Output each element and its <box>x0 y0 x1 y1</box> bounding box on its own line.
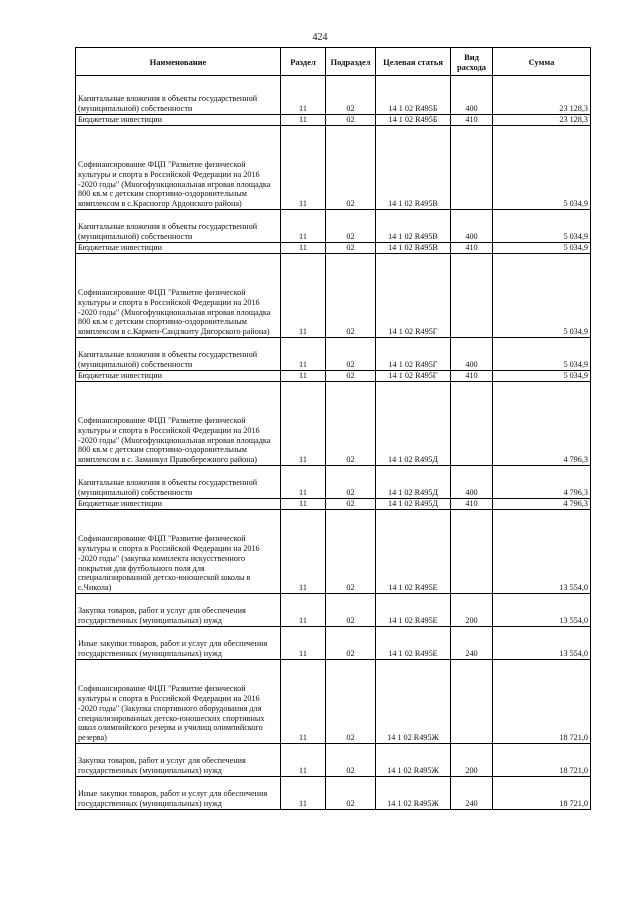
cell-name: Софинансирование ФЦП "Развитие физической культуры и спорта в Российской Федерации на 2016 -2020 годы" (Многофункциональная игровая площадка 800 кв.м с детским спортивно-оздоровительным комплексом в с. Заманкул Правобережного района) <box>76 382 281 466</box>
cell-name: Закупка товаров, работ и услуг для обеспечения государственных (муниципальных) нужд <box>76 744 281 777</box>
header-type: Вид расхода <box>451 48 493 76</box>
cell-section: 11 <box>281 243 326 254</box>
table-row <box>76 243 591 254</box>
cell-sum: 5 034,9 <box>493 243 591 254</box>
cell-name: Софинансирование ФЦП "Развитие физической культуры и спорта в Российской Федерации на 2016 -2020 годы" (Закупка спортивного оборудования для специализированных детско-юношеских спортивных школ олимпийского резерва и училищ олимпийского резерва) <box>76 660 281 744</box>
cell-sum: 4 796,3 <box>493 382 591 466</box>
cell-sum: 13 554,0 <box>493 510 591 594</box>
cell-target: 14 1 02 R495В <box>376 126 451 210</box>
cell-type: 400 <box>451 466 493 499</box>
table-row <box>76 338 591 371</box>
budget-table <box>75 47 591 810</box>
cell-target: 14 1 02 R495Г <box>376 338 451 371</box>
cell-subsection: 02 <box>326 243 376 254</box>
cell-target: 14 1 02 R495Ж <box>376 744 451 777</box>
cell-target: 14 1 02 R495Ж <box>376 777 451 810</box>
table-row <box>76 126 591 210</box>
header-sum: Сумма <box>493 48 591 76</box>
cell-subsection: 02 <box>326 254 376 338</box>
cell-name: Софинансирование ФЦП "Развитие физической культуры и спорта в Российской Федерации на 2016 -2020 годы" (закупка комплекта искусственного покрытия для футбольного поля для специализированной детско-юношеской школы в с.Чикола) <box>76 510 281 594</box>
cell-target: 14 1 02 R495В <box>376 243 451 254</box>
cell-subsection: 02 <box>326 627 376 660</box>
header-name: Наименование <box>76 48 281 76</box>
page-number: 424 <box>312 32 328 43</box>
cell-type <box>451 382 493 466</box>
cell-section: 11 <box>281 499 326 510</box>
cell-type: 240 <box>451 777 493 810</box>
cell-subsection: 02 <box>326 510 376 594</box>
cell-name: Капитальные вложения в объекты государственной (муниципальной) собственности <box>76 338 281 371</box>
cell-section: 11 <box>281 627 326 660</box>
cell-type: 200 <box>451 744 493 777</box>
cell-subsection: 02 <box>326 660 376 744</box>
table-row <box>76 210 591 243</box>
cell-target: 14 1 02 R495Е <box>376 510 451 594</box>
cell-subsection: 02 <box>326 210 376 243</box>
cell-name: Капитальные вложения в объекты государственной (муниципальной) собственности <box>76 210 281 243</box>
cell-sum: 4 796,3 <box>493 466 591 499</box>
cell-subsection: 02 <box>326 371 376 382</box>
cell-name: Бюджетные инвестиции <box>76 243 281 254</box>
cell-target: 14 1 02 R495Г <box>376 371 451 382</box>
cell-subsection: 02 <box>326 76 376 115</box>
cell-target: 14 1 02 R495Г <box>376 254 451 338</box>
cell-type: 410 <box>451 499 493 510</box>
cell-type: 410 <box>451 115 493 126</box>
cell-sum: 13 554,0 <box>493 594 591 627</box>
cell-name: Бюджетные инвестиции <box>76 371 281 382</box>
cell-type: 240 <box>451 627 493 660</box>
table-row <box>76 382 591 466</box>
cell-subsection: 02 <box>326 744 376 777</box>
table-row <box>76 594 591 627</box>
table-row <box>76 115 591 126</box>
cell-target: 14 1 02 R495Б <box>376 76 451 115</box>
cell-subsection: 02 <box>326 499 376 510</box>
header-target: Целевая статья <box>376 48 451 76</box>
cell-type <box>451 510 493 594</box>
cell-type: 400 <box>451 210 493 243</box>
cell-target: 14 1 02 R495Е <box>376 594 451 627</box>
cell-name: Софинансирование ФЦП "Развитие физической культуры и спорта в Российской Федерации на 2016 -2020 годы" (Многофункциональная игровая площадка 800 кв.м с детским спортивно-оздоровительным комплексом в с.Кармен-Сандзкиту Дигорского района) <box>76 254 281 338</box>
cell-sum: 18 721,0 <box>493 777 591 810</box>
cell-sum: 18 721,0 <box>493 660 591 744</box>
cell-type <box>451 660 493 744</box>
cell-section: 11 <box>281 466 326 499</box>
cell-section: 11 <box>281 338 326 371</box>
table-row <box>76 777 591 810</box>
cell-subsection: 02 <box>326 115 376 126</box>
cell-sum: 5 034,9 <box>493 338 591 371</box>
cell-section: 11 <box>281 382 326 466</box>
cell-name: Бюджетные инвестиции <box>76 115 281 126</box>
cell-section: 11 <box>281 660 326 744</box>
cell-section: 11 <box>281 210 326 243</box>
cell-target: 14 1 02 R495Ж <box>376 660 451 744</box>
cell-target: 14 1 02 R495Д <box>376 499 451 510</box>
table-row <box>76 254 591 338</box>
table-row <box>76 627 591 660</box>
cell-name: Закупка товаров, работ и услуг для обеспечения государственных (муниципальных) нужд <box>76 594 281 627</box>
cell-sum: 4 796,3 <box>493 499 591 510</box>
cell-sum: 5 034,9 <box>493 254 591 338</box>
cell-target: 14 1 02 R495В <box>376 210 451 243</box>
cell-target: 14 1 02 R495Д <box>376 466 451 499</box>
cell-sum: 5 034,9 <box>493 371 591 382</box>
cell-section: 11 <box>281 594 326 627</box>
cell-section: 11 <box>281 254 326 338</box>
cell-section: 11 <box>281 115 326 126</box>
cell-section: 11 <box>281 76 326 115</box>
table-row <box>76 499 591 510</box>
cell-target: 14 1 02 R495Д <box>376 382 451 466</box>
cell-target: 14 1 02 R495Б <box>376 115 451 126</box>
cell-section: 11 <box>281 744 326 777</box>
header-row <box>76 48 591 76</box>
cell-section: 11 <box>281 371 326 382</box>
cell-subsection: 02 <box>326 466 376 499</box>
cell-subsection: 02 <box>326 126 376 210</box>
table-row <box>76 76 591 115</box>
cell-type: 410 <box>451 371 493 382</box>
cell-section: 11 <box>281 126 326 210</box>
table-row <box>76 660 591 744</box>
table-row <box>76 466 591 499</box>
cell-sum: 23 128,3 <box>493 115 591 126</box>
cell-type <box>451 126 493 210</box>
cell-type: 400 <box>451 338 493 371</box>
cell-sum: 13 554,0 <box>493 627 591 660</box>
table-row <box>76 744 591 777</box>
table-row <box>76 371 591 382</box>
header-subsection: Подраздел <box>326 48 376 76</box>
cell-type: 200 <box>451 594 493 627</box>
cell-name: Капитальные вложения в объекты государственной (муниципальной) собственности <box>76 466 281 499</box>
cell-subsection: 02 <box>326 338 376 371</box>
cell-sum: 5 034,9 <box>493 210 591 243</box>
cell-subsection: 02 <box>326 777 376 810</box>
cell-type: 410 <box>451 243 493 254</box>
cell-target: 14 1 02 R495Е <box>376 627 451 660</box>
cell-name: Иные закупки товаров, работ и услуг для обеспечения государственных (муниципальных) нужд <box>76 627 281 660</box>
cell-section: 11 <box>281 510 326 594</box>
table-row <box>76 510 591 594</box>
cell-type <box>451 254 493 338</box>
cell-type: 400 <box>451 76 493 115</box>
cell-name: Иные закупки товаров, работ и услуг для обеспечения государственных (муниципальных) нужд <box>76 777 281 810</box>
header-section: Раздел <box>281 48 326 76</box>
cell-section: 11 <box>281 777 326 810</box>
cell-sum: 23 128,3 <box>493 76 591 115</box>
cell-sum: 18 721,0 <box>493 744 591 777</box>
cell-sum: 5 034,9 <box>493 126 591 210</box>
cell-name: Бюджетные инвестиции <box>76 499 281 510</box>
cell-name: Капитальные вложения в объекты государственной (муниципальной) собственности <box>76 76 281 115</box>
cell-subsection: 02 <box>326 382 376 466</box>
cell-name: Софинансирование ФЦП "Развитие физической культуры и спорта в Российской Федерации на 2016 -2020 годы" (Многофункциональная игровая площадка 800 кв.м с детским спортивно-оздоровительным комплексом в с.Красногор Ардонского района) <box>76 126 281 210</box>
cell-subsection: 02 <box>326 594 376 627</box>
